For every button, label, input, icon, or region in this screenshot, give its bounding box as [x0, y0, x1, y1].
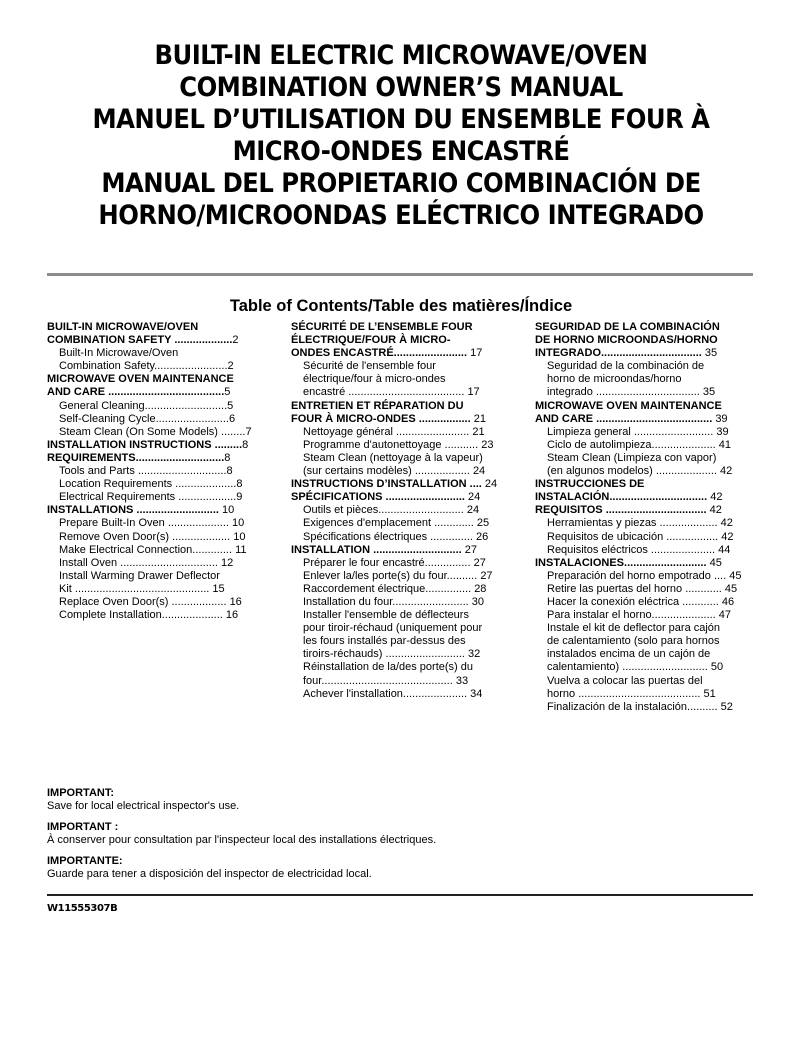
toc-entry-link[interactable]: [535, 413, 763, 426]
toc-entry-label: FOUR À MICRO-ONDES .................: [291, 412, 474, 425]
toc-entry-label: Retire las puertas del horno ............: [547, 582, 725, 595]
footer-divider: [47, 894, 753, 896]
toc-entry-link[interactable]: [47, 583, 275, 596]
toc-entry-link[interactable]: [291, 386, 519, 399]
toc-page-number: 16: [229, 595, 242, 608]
toc-entry-link[interactable]: [291, 648, 519, 661]
toc-page-number: 33: [455, 674, 469, 687]
note-label: IMPORTANTE:: [47, 855, 123, 867]
toc-entry-link[interactable]: [47, 491, 275, 504]
toc-page-number: 42: [709, 504, 722, 517]
toc-entry-label: encastré ......................................: [303, 386, 468, 399]
toc-entry-label: calentamiento) ............................: [547, 661, 711, 674]
toc-entry-text: [291, 360, 519, 373]
toc-page-number: 12: [221, 556, 234, 569]
toc-page-number: 6: [228, 412, 236, 425]
toc-entry-label: Built-In Microwave/Oven: [59, 347, 179, 360]
toc-entry-label: Self-Cleaning Cycle........................: [59, 412, 229, 425]
toc-entry-label: Sécurité de l'ensemble four: [303, 360, 436, 373]
toc-entry-label: de calentamiento (solo para hornos: [547, 635, 720, 648]
toc-entry-text: [291, 635, 519, 648]
toc-page-number: 11: [235, 543, 247, 556]
toc-entry-text: [291, 334, 519, 347]
toc-entry-label: Achever l'installation.....................: [303, 687, 471, 700]
toc-entry-text: [47, 347, 275, 360]
toc-entry-label: Instale el kit de deflector para cajón: [547, 622, 721, 635]
toc-entry-text: [535, 635, 763, 648]
toc-page-number: 44: [718, 543, 731, 556]
toc-entry-label: Tools and Parts .............................: [59, 465, 227, 478]
toc-entry-text: [535, 360, 763, 373]
toc-entry-label: (en algunos modelos) ....................: [547, 465, 721, 478]
part-number: W11555307B: [47, 903, 118, 914]
toc-entry-text: [291, 400, 519, 413]
toc-entry-link[interactable]: [47, 478, 275, 491]
toc-entry-label: Finalización de la instalación..........: [547, 700, 721, 713]
toc-entry-label: Préparer le four encastré...............: [303, 556, 474, 569]
toc-page-number: 9: [236, 491, 243, 504]
toc-page-number: 8: [224, 451, 231, 464]
toc-entry-label: les fours installés par-dessus des: [303, 635, 466, 648]
toc-entry-link[interactable]: [291, 544, 519, 557]
toc-entry-text: [535, 622, 763, 635]
toc-page-number: 34: [470, 687, 483, 700]
toc-page-number: 8: [236, 478, 243, 491]
toc-page-number: 46: [721, 595, 735, 608]
toc-entry-link[interactable]: [47, 517, 275, 530]
toc-entry-label: INSTALACIONES...........................: [535, 556, 710, 569]
toc-entry-label: Combination Safety........................: [59, 360, 228, 373]
toc-entry-label: Preparación del horno empotrado ....: [547, 569, 730, 582]
toc-entry-label: Prepare Built-In Oven ....................: [59, 517, 233, 530]
title-line-4: MICRO-ONDES ENCASTRÉ: [232, 136, 570, 167]
toc-column-spanish: [535, 321, 763, 714]
toc-entry-label: Ciclo de autolimpieza.....................: [547, 438, 719, 451]
toc-entry-link[interactable]: [535, 426, 763, 439]
toc-entry-label: Steam Clean (Limpieza con vapor): [547, 451, 717, 464]
title-line-6: HORNO/MICROONDAS ELÉCTRICO INTEGRADO: [98, 200, 704, 231]
toc-entry-link[interactable]: [291, 478, 519, 491]
toc-entry-label: MICROWAVE OVEN MAINTENANCE: [47, 373, 234, 386]
toc-entry-link[interactable]: [47, 557, 275, 570]
toc-entry-text: [291, 452, 519, 465]
toc-page-number: 24: [466, 504, 480, 517]
toc-heading: Table of Contents/Table des matières/Índice: [229, 297, 573, 315]
toc-entry-link[interactable]: [535, 504, 763, 517]
toc-entry-link[interactable]: [291, 491, 519, 504]
toc-entry-label: INSTALLATION .............................: [291, 543, 465, 556]
toc-entry-text: [291, 609, 519, 622]
toc-entry-text: [291, 373, 519, 386]
toc-page-number: 10: [233, 530, 246, 543]
toc-entry-text: [291, 622, 519, 635]
toc-page-number: 8: [226, 465, 233, 478]
toc-page-number: 24: [484, 478, 498, 491]
toc-entry-link[interactable]: [47, 334, 275, 347]
toc-entry-link[interactable]: [47, 386, 275, 399]
toc-entry-label: INSTALLATIONS ...........................: [47, 504, 222, 517]
toc-page-number: 35: [702, 386, 716, 399]
toc-entry-label: Réinstallation de la/des porte(s) du: [303, 661, 473, 674]
toc-page-number: 5: [224, 386, 231, 399]
toc-entry-label: Requisitos de ubicación .................: [547, 530, 722, 543]
toc-entry-link[interactable]: [535, 386, 763, 399]
toc-entry-label: Steam Clean (On Some Models) ........: [59, 425, 246, 438]
toc-entry-link[interactable]: [535, 544, 763, 557]
toc-entry-link[interactable]: [291, 688, 519, 701]
toc-entry-link[interactable]: [535, 661, 763, 674]
toc-entry-link[interactable]: [535, 465, 763, 478]
toc-entry-link[interactable]: [47, 531, 275, 544]
toc-entry-link[interactable]: [291, 504, 519, 517]
toc-entry-text: [535, 478, 763, 491]
toc-page-number: 21: [472, 425, 485, 438]
toc-page-number: 7: [245, 425, 252, 438]
toc-entry-link[interactable]: [535, 570, 763, 583]
toc-entry-link[interactable]: [535, 583, 763, 596]
toc-page-number: 42: [720, 465, 733, 478]
toc-entry-text: [535, 452, 763, 465]
toc-entry-label: Requisitos eléctricos .....................: [547, 543, 719, 556]
toc-entry-link[interactable]: [535, 701, 763, 714]
toc-entry-label: INSTALLATION INSTRUCTIONS .........: [47, 438, 243, 451]
toc-entry-label: SÉCURITÉ DE L’ENSEMBLE FOUR: [291, 321, 473, 333]
toc-entry-label: Kit ............................................: [59, 582, 213, 595]
toc-entry-link[interactable]: [47, 609, 275, 622]
toc-page-number: 25: [476, 517, 490, 530]
title-line-2: COMBINATION OWNER’S MANUAL: [179, 72, 623, 103]
toc-page-number: 17: [467, 386, 480, 399]
toc-page-number: 47: [718, 609, 732, 622]
toc-entry-label: INSTRUCTIONS D’INSTALLATION ....: [291, 478, 485, 491]
toc-entry-label: ÉLECTRIQUE/FOUR À MICRO-: [291, 334, 451, 347]
toc-entry-label: REQUIREMENTS.............................: [47, 451, 225, 464]
toc-page-number: 27: [480, 569, 493, 582]
toc-entry-label: Installation du four.........................: [303, 595, 472, 608]
toc-entry-link[interactable]: [291, 347, 519, 360]
toc-page-number: 8: [242, 438, 249, 451]
toc-entry-link[interactable]: [291, 570, 519, 583]
toc-entry-link[interactable]: [47, 360, 275, 373]
toc-entry-label: COMBINATION SAFETY ...................: [47, 334, 233, 347]
toc-entry-link[interactable]: [291, 426, 519, 439]
toc-page-number: 52: [720, 700, 733, 713]
toc-entry-link[interactable]: [291, 517, 519, 530]
toc-entry-label: Programme d'autonettoyage ...........: [303, 438, 482, 451]
note-label: IMPORTANT :: [47, 821, 119, 833]
toc-entry-link[interactable]: [47, 439, 275, 452]
toc-entry-text: [47, 373, 275, 386]
toc-entry-label: ONDES ENCASTRÉ........................: [291, 347, 471, 360]
note-english: [47, 787, 747, 813]
toc-page-number: 27: [473, 556, 486, 569]
toc-entry-label: Electrical Requirements ...................: [59, 491, 237, 504]
toc-entry-text: [535, 400, 763, 413]
toc-entry-label: DE HORNO MICROONDAS/HORNO: [535, 334, 718, 347]
toc-entry-label: Install Oven ................................: [59, 556, 221, 569]
toc-entry-link[interactable]: [535, 688, 763, 701]
toc-entry-text: [535, 675, 763, 688]
toc-entry-link[interactable]: [291, 675, 519, 688]
toc-entry-link[interactable]: [291, 465, 519, 478]
toc-entry-link[interactable]: [47, 413, 275, 426]
toc-page-number: 27: [464, 543, 478, 556]
toc-page-number: 42: [720, 517, 733, 530]
toc-page-number: 26: [476, 530, 489, 543]
toc-page-number: 2: [227, 360, 234, 373]
toc-entry-link[interactable]: [47, 465, 275, 478]
toc-entry-text: [535, 321, 763, 334]
toc-entry-label: Install Warming Drawer Deflector: [59, 569, 220, 582]
toc-entry-link[interactable]: [291, 413, 519, 426]
toc-page-number: 5: [227, 399, 234, 412]
toc-entry-label: AND CARE ......................................: [47, 386, 225, 399]
note-french: [47, 821, 747, 847]
toc-entry-link[interactable]: [291, 583, 519, 596]
toc-page-number: 41: [718, 438, 732, 451]
toc-entry-label: pour tiroir-réchaud (uniquement pour: [303, 622, 483, 635]
toc-page-number: 35: [704, 347, 718, 360]
toc-entry-text: [47, 570, 275, 583]
toc-entry-link[interactable]: [47, 504, 275, 517]
toc-page-number: 39: [716, 425, 729, 438]
toc-entry-label: Para instalar el horno.....................: [547, 609, 719, 622]
toc-entry-label: INSTALACIÓN................................: [535, 491, 711, 504]
toc-entry-label: BUILT-IN MICROWAVE/OVEN: [47, 321, 199, 333]
toc-entry-label: Outils et pièces............................: [303, 504, 467, 517]
note-text: Save for local electrical inspector's use.: [47, 800, 240, 812]
toc-page-number: 15: [212, 582, 225, 595]
title-line-5: MANUAL DEL PROPIETARIO COMBINACIÓN DE: [101, 168, 701, 199]
manual-title: [76, 40, 726, 232]
toc-entry-label: tiroirs-réchauds) ..........................: [303, 648, 469, 661]
toc-entry-link[interactable]: [47, 596, 275, 609]
toc-page-number: 2: [232, 334, 239, 347]
toc-page-number: 24: [472, 465, 486, 478]
toc-entry-link[interactable]: [47, 544, 275, 557]
toc-entry-link[interactable]: [291, 557, 519, 570]
toc-page-number: 51: [703, 687, 716, 700]
toc-column-english: [47, 321, 275, 622]
toc-page-number: 21: [473, 412, 486, 425]
toc-entry-link[interactable]: [535, 517, 763, 530]
toc-entry-text: [47, 321, 275, 334]
toc-entry-label: AND CARE ......................................: [535, 412, 716, 425]
toc-entry-text: [291, 321, 519, 334]
toc-entry-label: Vuelva a colocar las puertas del: [547, 674, 703, 687]
toc-page-number: 45: [709, 556, 722, 569]
toc-entry-label: Hacer la conexión eléctrica ............: [547, 595, 722, 608]
toc-entry-label: integrado ..................................: [547, 386, 703, 399]
toc-entry-link[interactable]: [535, 439, 763, 452]
toc-entry-label: Enlever la/les porte(s) du four..........: [303, 569, 481, 582]
note-spanish: [47, 855, 747, 881]
toc-page-number: 17: [470, 347, 483, 360]
toc-entry-label: Herramientas y piezas ...................: [547, 517, 721, 530]
toc-entry-label: Remove Oven Door(s) ...................: [59, 530, 234, 543]
toc-entry-label: four...........................................: [303, 674, 456, 687]
toc-entry-label: General Cleaning...........................: [59, 399, 228, 412]
toc-entry-label: Limpieza general ..........................: [547, 425, 717, 438]
toc-page-number: 23: [481, 438, 494, 451]
toc-entry-label: REQUISITOS .................................: [535, 504, 710, 517]
toc-entry-link[interactable]: [291, 596, 519, 609]
toc-entry-text: [535, 373, 763, 386]
toc-page-number: 45: [724, 582, 738, 595]
important-notes: [47, 787, 747, 889]
toc-entry-label: Steam Clean (nettoyage à la vapeur): [303, 451, 483, 464]
toc-entry-label: Raccordement électrique...............: [303, 582, 475, 595]
toc-page-number: 39: [715, 412, 728, 425]
toc-entry-label: Installer l'ensemble de déflecteurs: [303, 609, 469, 622]
toc-entry-label: MICROWAVE OVEN MAINTENANCE: [535, 399, 722, 412]
toc-entry-link[interactable]: [47, 426, 275, 439]
toc-entry-label: INTEGRADO.................................: [535, 347, 705, 360]
toc-page-number: 30: [471, 595, 484, 608]
toc-entry-label: horno ........................................: [547, 687, 704, 700]
toc-entry-label: Exigences d'emplacement .............: [303, 517, 477, 530]
note-text: À conserver pour consultation par l'inspecteur local des installations électriques.: [47, 834, 437, 846]
note-label: IMPORTANT:: [47, 787, 115, 799]
toc-entry-link[interactable]: [535, 491, 763, 504]
toc-entry-label: instalados encima de un cajón de: [547, 648, 711, 661]
toc-page-number: 45: [729, 569, 742, 582]
toc-entry-link[interactable]: [47, 400, 275, 413]
toc-entry-label: ENTRETIEN ET RÉPARATION DU: [291, 399, 464, 412]
toc-page-number: 28: [474, 582, 487, 595]
toc-entry-label: électrique/four à micro-ondes: [303, 373, 446, 386]
toc-column-french: [291, 321, 519, 701]
toc-entry-label: Make Electrical Connection.............: [59, 543, 236, 556]
toc-entry-label: Location Requirements ....................: [59, 478, 237, 491]
toc-entry-label: Seguridad de la combinación de: [547, 360, 705, 373]
title-line-1: BUILT-IN ELECTRIC MICROWAVE/OVEN: [154, 40, 648, 71]
toc-entry-label: SEGURIDAD DE LA COMBINACIÓN: [535, 321, 720, 333]
toc-entry-text: [535, 648, 763, 661]
toc-entry-text: [535, 334, 763, 347]
toc-entry-label: Nettoyage général ........................: [303, 425, 473, 438]
note-text: Guarde para tener a disposición del inspector de electricidad local.: [47, 868, 372, 880]
toc-page-number: 32: [468, 648, 481, 661]
toc-entry-label: Spécifications électriques ..............: [303, 530, 477, 543]
title-divider: [47, 273, 753, 276]
toc-entry-label: horno de microondas/horno: [547, 373, 682, 386]
toc-page-number: 10: [222, 504, 235, 517]
toc-entry-label: (sur certains modèles) ..................: [303, 465, 473, 478]
title-line-3: MANUEL D’UTILISATION DU ENSEMBLE FOUR À: [92, 104, 710, 135]
toc-entry-link[interactable]: [535, 596, 763, 609]
toc-entry-link[interactable]: [535, 557, 763, 570]
toc-entry-link[interactable]: [535, 531, 763, 544]
toc-entry-label: Complete Installation....................: [59, 609, 226, 622]
toc-entry-label: INSTRUCCIONES DE: [535, 478, 645, 491]
toc-page-number: 16: [225, 609, 239, 622]
toc-entry-link[interactable]: [535, 609, 763, 622]
toc-page-number: 24: [468, 491, 481, 504]
toc-entry-link[interactable]: [291, 439, 519, 452]
toc-entry-link[interactable]: [47, 452, 275, 465]
toc-page-number: 42: [721, 530, 734, 543]
toc-entry-link[interactable]: [535, 347, 763, 360]
toc-entry-text: [291, 661, 519, 674]
toc-page-number: 10: [232, 517, 245, 530]
toc-entry-label: SPÉCIFICATIONS ..........................: [291, 491, 469, 504]
toc-entry-label: Replace Oven Door(s) ..................: [59, 595, 230, 608]
toc-entry-link[interactable]: [291, 531, 519, 544]
toc-page-number: 50: [710, 661, 724, 674]
toc-page-number: 42: [710, 491, 723, 504]
